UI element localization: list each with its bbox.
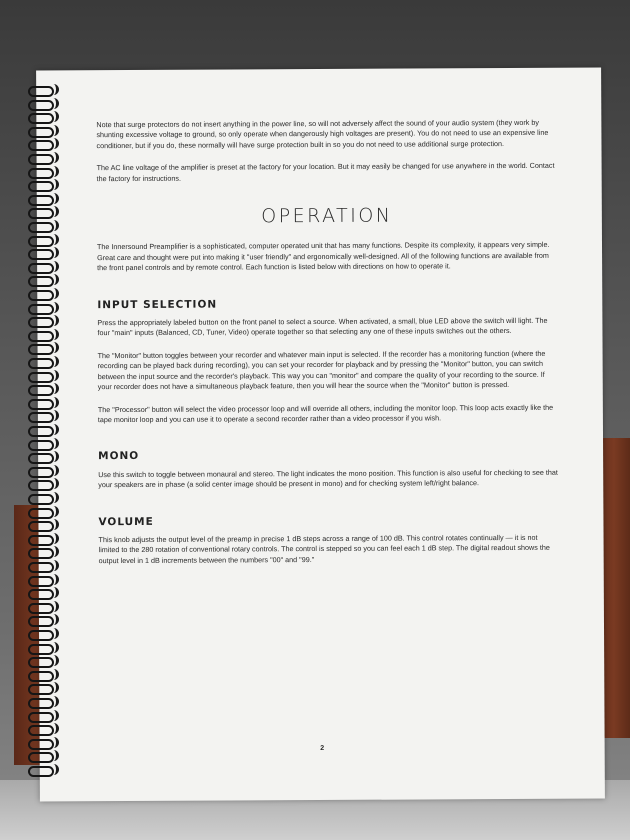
binding-coil xyxy=(24,220,58,232)
binding-coil xyxy=(24,166,58,178)
binding-coil xyxy=(24,478,58,490)
binding-coil xyxy=(24,288,58,300)
binding-coil xyxy=(24,342,58,354)
binding-coil xyxy=(24,383,58,395)
intro-paragraph-2: The AC line voltage of the amplifier is preset at the factory for your location. But it may easily be changed for use anywhere in the world. Contact the factory for instructions. xyxy=(96,160,555,183)
volume-heading: VOLUME xyxy=(98,515,154,528)
binding-coil xyxy=(24,424,58,436)
page-number: 2 xyxy=(320,744,325,753)
binding-coil xyxy=(24,302,58,314)
binding-coil xyxy=(24,329,58,341)
binding-coil xyxy=(24,234,58,246)
binding-coil xyxy=(24,574,58,586)
binding-coil xyxy=(24,397,58,409)
binding-coil xyxy=(24,410,58,422)
spiral-binding xyxy=(24,84,60,784)
binding-coil xyxy=(24,506,58,518)
binding-coil xyxy=(24,546,58,558)
binding-coil xyxy=(24,750,58,762)
manual-page xyxy=(36,68,605,802)
binding-coil xyxy=(24,356,58,368)
input-paragraph-3: The "Processor" button will select the video processor loop and will override all others, including the monitor loop. This loop acts exactly like the tape monitor loop and you can use it to operate a second recorder rather than a video processor if you wish. xyxy=(97,402,554,425)
binding-coil xyxy=(24,125,58,137)
binding-coil xyxy=(24,315,58,327)
page-title: OPERATION xyxy=(261,204,393,228)
operation-paragraph: The Innersound Preamplifier is a sophisticated, computer operated unit that has many functions. Despite its complexity, it appears very simple. Great care and thought were put into making it "user friendly" and ergonomically well-designed. All of the following functions are available from the front panel controls and by remote control. Each function is listed below with directions on how to operate it. xyxy=(96,240,550,273)
binding-coil xyxy=(24,247,58,259)
binding-coil xyxy=(24,261,58,273)
binding-coil xyxy=(24,465,58,477)
input-paragraph-2: The "Monitor" button toggles between your recorder and whatever main input is selected. If the recorder has a monitoring function (where the recording can be played back during recording), you can set your recorder for playback and by pressing the "Monitor" button, you can switch between the input source and the recorder's playback. This way you can "monitor" and compare the quality of your recording to the source. If your recorder does not have a simultaneous playback feature, then you will hear the source when the "Monitor" button is pressed. xyxy=(97,348,546,392)
binding-coil xyxy=(24,764,58,776)
volume-paragraph: This knob adjusts the output level of the preamp in precise 1 dB steps across a range of 100 dB. This control rotates continually — it is not limited to the 280 rotation of conventional rotary controls. The control is stepped so you can feel each 1 dB step. The digital readout shows the output level in 1 dB increments between the numbers "00" and "99." xyxy=(98,532,550,565)
binding-coil xyxy=(24,628,58,640)
binding-coil xyxy=(24,138,58,150)
binding-coil xyxy=(24,111,58,123)
binding-coil xyxy=(24,274,58,286)
binding-coil xyxy=(24,601,58,613)
binding-coil xyxy=(24,451,58,463)
binding-coil xyxy=(24,206,58,218)
binding-coil xyxy=(24,519,58,531)
binding-coil xyxy=(24,710,58,722)
binding-coil xyxy=(24,682,58,694)
mono-heading: MONO xyxy=(98,450,140,463)
binding-coil xyxy=(24,193,58,205)
binding-coil xyxy=(24,723,58,735)
binding-coil xyxy=(24,560,58,572)
binding-coil xyxy=(24,696,58,708)
binding-coil xyxy=(24,587,58,599)
binding-coil xyxy=(24,370,58,382)
binding-coil xyxy=(24,438,58,450)
binding-coil xyxy=(24,533,58,545)
page-content xyxy=(96,118,558,579)
mono-paragraph: Use this switch to toggle between monaural and stereo. The light indicates the mono position. This function is also useful for checking to see that your speakers are in phase (a solid center image should be present in mono) and for checking system left/right balance. xyxy=(98,467,558,490)
binding-coil xyxy=(24,492,58,504)
binding-coil xyxy=(24,179,58,191)
binding-coil xyxy=(24,614,58,626)
binding-coil xyxy=(24,98,58,110)
intro-paragraph-1: Note that surge protectors do not insert anything in the power line, so will not adversely affect the sound of your audio system (they work by shunting excessive voltage to ground, so only operate when dangerously high voltages are present). You do not need to use an expensive line conditioner, but if you do, these normally will have surge protection built in so you do not need to use additional surge protection. xyxy=(96,117,549,150)
binding-coil xyxy=(24,152,58,164)
binding-coil xyxy=(24,642,58,654)
input-selection-heading: INPUT SELECTION xyxy=(97,298,218,311)
binding-coil xyxy=(24,84,58,96)
input-paragraph-1: Press the appropriately labeled button on the front panel to select a source. When activated, a small, blue LED above the switch will light. The four "main" inputs (Balanced, CD, Tuner, Video) operate together so that selecting any one of these inputs switches out the others. xyxy=(97,315,548,338)
binding-coil xyxy=(24,737,58,749)
binding-coil xyxy=(24,669,58,681)
binding-coil xyxy=(24,655,58,667)
